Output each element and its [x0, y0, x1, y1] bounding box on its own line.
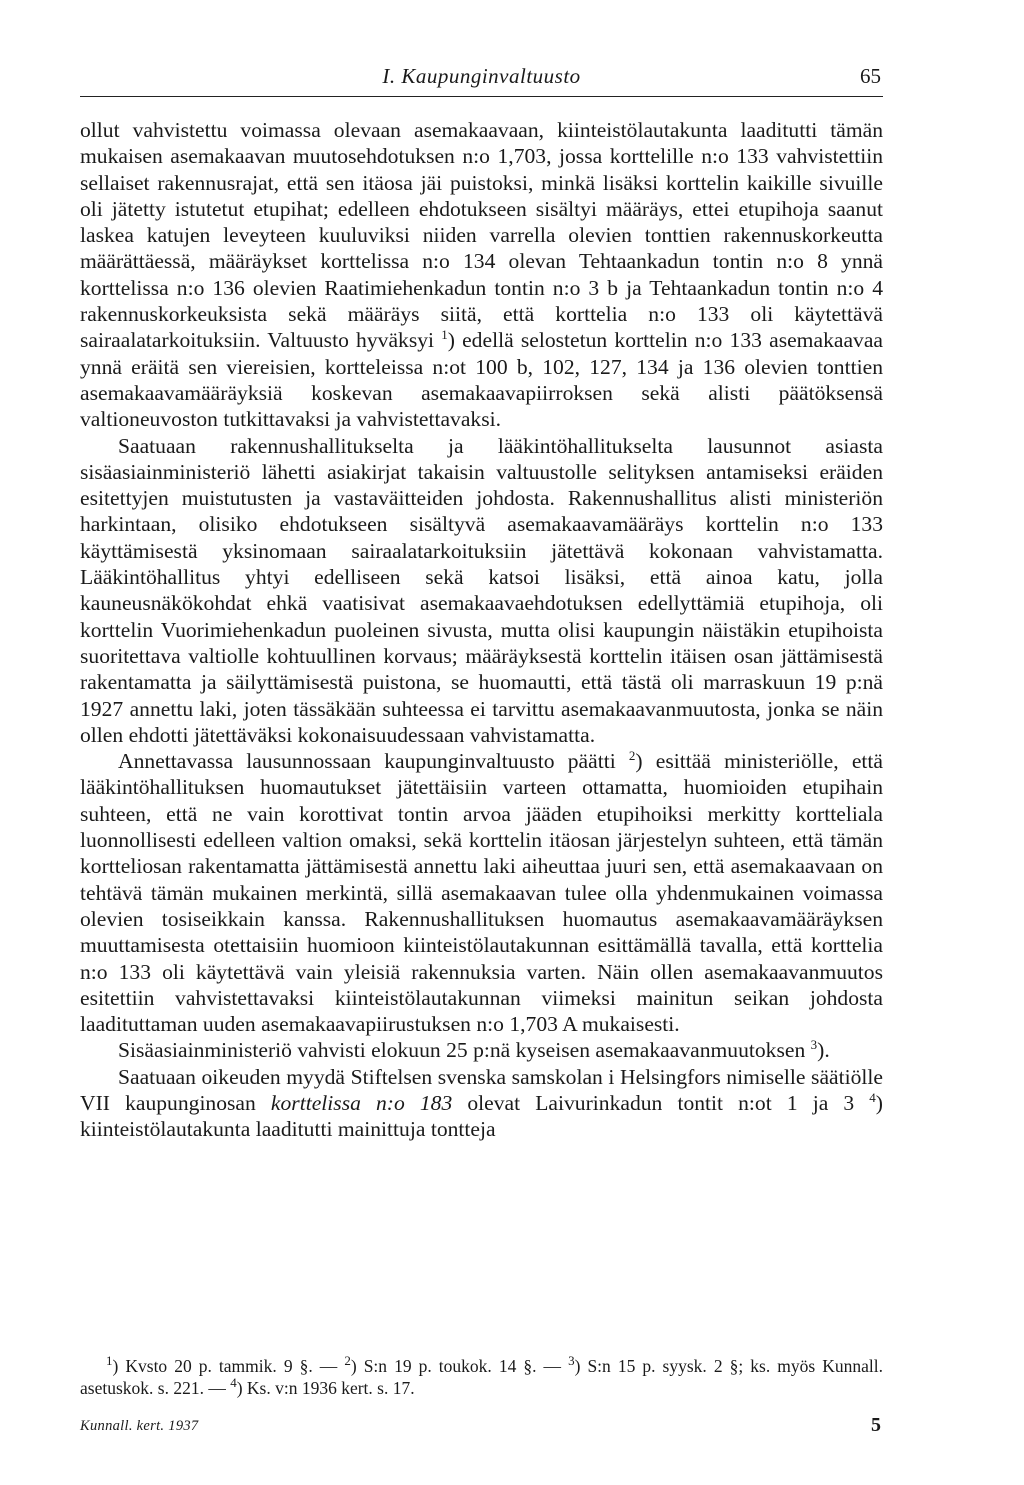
text-run: Sisäasiainministeriö vahvisti elokuun 25 p:nä kyseisen asemakaavanmuutoksen: [118, 1038, 811, 1063]
footnote-marker: 4: [230, 1375, 237, 1391]
footnote-marker: 4: [869, 1089, 876, 1105]
paragraph: [80, 117, 883, 433]
text-run: ).: [817, 1038, 830, 1063]
header-title: I. Kaupunginvaltuusto: [382, 64, 581, 88]
footnote-marker: 2: [628, 747, 636, 763]
footnote-marker: 2: [344, 1353, 351, 1369]
page-number: 65: [860, 64, 881, 88]
body-text: [80, 117, 883, 1143]
text-run: ) esittää ministeriölle, että lääkintöhallituksen huomautukset jätettäisiin varteen ottamatta, huomioiden etupihain suhteen, että ne vain korottivat tontin arvoa jääden etupihoiksi merkitty kortteliala luonnollisesti edelleen valtion omaksi, sekä korttelin itäosan järjestelyn suhteen, että tämän kortteliosan rakentamatta jättämisestä annettu laki aiheuttaa juuri sen, että asemakaavaan on tehtävä tämän mukainen merkintä, sillä asemakaavan tulee olla yhdenmukainen voimassa olevien tosiseikkain kanssa. Rakennushallituksen huomautus asemakaavamääräyksen muuttamisesta otettaisiin huomioon kiinteistölautakunnan esittämällä tavalla, että korttelia n:o 133 oli käytettävä vain yleisiä rakennuksia varten. Näin ollen asemakaavanmuutos esitettiin vahvistettavaksi kiinteistölautakunnan viimeksi mainitun seikan johdosta laadituttaman uuden asemakaavapiirustuksen n:o 1,703 A mukaisesti.: [80, 749, 883, 1037]
text-run: ) edellä selostetun korttelin n:o 133 asemakaavaa ynnä eräitä sen viereisien, kortteleissa n:ot 100 b, 102, 127, 134 ja 136 olevien tonttien asemakaavamääräyksiä koskevan asemakaavapiirroksen sekä alisti päätöksensä valtioneuvoston tutkittavaksi ja vahvistettavaksi.: [80, 328, 883, 432]
text-run: ) Kvsto 20 p. tammik. 9 §. —: [112, 1356, 345, 1376]
paragraph: [80, 748, 883, 1037]
text-run: ) S:n 15 p. syysk. 2 §; ks. myös Kunnall. asetuskok. s. 221. —: [80, 1356, 883, 1398]
footnotes: [80, 1355, 883, 1399]
footnote-marker: 3: [568, 1353, 575, 1369]
paragraph: [80, 1037, 883, 1063]
page-footer: [80, 1414, 883, 1442]
text-run: Saatuaan rakennushallitukselta ja lääkintöhallitukselta lausunnot asiasta sisäasiainministeriö lähetti asiakirjat takaisin valtuustolle selityksen antamiseksi eräiden esitettyjen muistutusten ja vastaväitteiden johdosta. Rakennushallitus alisti ministeriön harkintaan, olisiko ehdotukseen sisältyvä asemakaavamääräys korttelin n:o 133 käyttämisestä yksinomaan sairaalatarkoituksiin jätettävä kokonaan vahvistamatta. Lääkintöhallitus yhtyi edelliseen sekä katsoi lisäksi, että ainoa katu, jolla kauneusnäkökohdat ehkä vaatisivat asemakaavaehdotuksen edellyttämiä etupihoja, oli korttelin Vuorimiehenkadun puoleinen sivusta, mutta olisi kaupungin näistäkin etupihoista suoritettava valtiolle kohtuullinen korvaus; määräyksestä korttelin itäisen osan jättämisestä rakentamatta ja säilyttämisestä puistona, se huomautti, että tästä oli marraskuun 19 p:nä 1927 annettu laki, joten tässäkään suhteessa ei tarvittu asemakaavanmuutosta, jonka se näin ollen ehdotti jätettäväksi kokonaisuudessaan vahvistamatta.: [80, 433, 883, 747]
text-run: ) Ks. v:n 1936 kert. s. 17.: [236, 1378, 415, 1398]
text-run: Saatuaan oikeuden myydä Stiftelsen svenska samskolan i Helsingfors nimiselle säätiölle VII kaupunginosan: [80, 1064, 883, 1115]
paragraph: [80, 433, 883, 749]
signature-number: 5: [871, 1414, 881, 1436]
emphasis-text: korttelissa n:o 183: [270, 1090, 453, 1115]
text-run: ) S:n 19 p. toukok. 14 §. —: [350, 1356, 569, 1376]
footnote-marker: 1: [106, 1353, 113, 1369]
footnote-marker: 1: [441, 327, 448, 343]
text-run: ) kiinteistölautakunta laaditutti mainittuja tontteja: [80, 1090, 883, 1142]
running-header: [80, 62, 883, 97]
text-run: Annettavassa lausunnossaan kaupunginvaltuusto päätti: [118, 749, 629, 774]
footnote-line: [80, 1355, 883, 1399]
paragraph: [80, 1064, 883, 1143]
text-run: olevat Laivurinkadun tontit n:ot 1 ja 3: [452, 1090, 870, 1115]
footnote-marker: 3: [810, 1037, 818, 1053]
text-run: ollut vahvistettu voimassa olevaan asemakaavaan, kiinteistölautakunta laaditutti tämän mukaisen asemakaavan muutosehdotuksen n:o 1,703, jossa korttelille n:o 133 vahvistettiin sellaiset rakennusrajat, että sen itäosa jäi puistoksi, minkä lisäksi korttelin kaikille sivuille oli jätetty istutetut etupihat; edelleen ehdotukseen sisältyi määräys, ettei etupihoja saanut laskea katujen leveyteen kuuluviksi niiden varrella olevien tonttien rakennuskorkeutta määrättäessä, määräykset korttelissa n:o 134 olevan Tehtaankadun tontin n:o 8 ynnä korttelissa n:o 136 olevien Raatimiehenkadun tontin n:o 3 b ja Tehtaankadun tontin n:o 4 rakennuskorkeuksista sekä määräys siitä, että korttelia n:o 133 oli käytettävä sairaalatarkoituksiin. Valtuusto hyväksyi: [80, 118, 883, 353]
printer-signature: Kunnall. kert. 1937: [80, 1418, 199, 1434]
